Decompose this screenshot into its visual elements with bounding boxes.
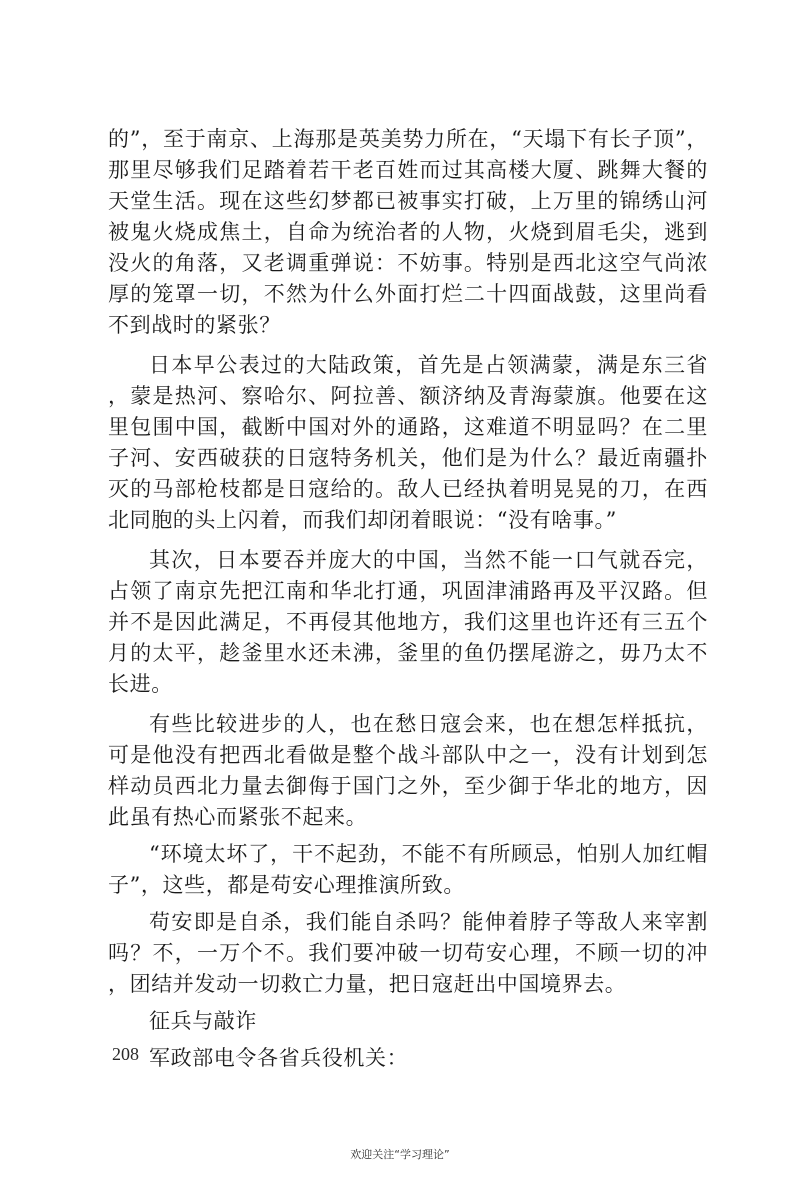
paragraph-5: “环境太坏了，干不起劲，不能不有所顾忌，怕别人加红帽子”，这些，都是苟安心理推演所致。 [108, 842, 708, 897]
paragraph-7: 军政部电令各省兵役机关： [149, 1046, 409, 1070]
page-body [108, 118, 708, 1074]
page-number: 208 [112, 1044, 139, 1064]
footer-note: 欢迎关注“学习理论” [350, 1148, 450, 1161]
paragraph-4: 有些比较进步的人，也在愁日寇会来，也在想怎样抵抗，可是他没有把西北看做是整个战斗部队中之一，没有计划到怎样动员西北力量去御侮于国门之外，至少御于华北的地方，因此虽有热心而紧张不起来。 [108, 712, 708, 829]
section-heading: 征兵与敲诈 [149, 1009, 257, 1033]
paragraph-1: 的”，至于南京、上海那是英美势力所在，“天塌下有长子顶”，那里尽够我们足踏着若干老百姓而过其高楼大厦、跳舞大餐的天堂生活。现在这些幻梦都已被事实打破，上万里的锦绣山河被鬼火烧成焦土，自命为统治者的人物，火烧到眉毛尖，逃到没火的角落，又老调重弹说：不妨事。特别是西北这空气尚浓厚的笼罩一切，不然为什么外面打烂二十四面战鼓，这里尚看不到战时的紧张？ [108, 127, 708, 337]
paragraph-2: 日本早公表过的大陆政策，首先是占领满蒙，满是东三省，蒙是热河、察哈尔、阿拉善、额济纳及青海蒙旗。他要在这里包围中国，截断中国对外的通路，这难道不明显吗？在二里子河、安西破获的日寇特务机关，他们是为什么？最近南疆扑灭的马部枪枝都是日寇给的。敌人已经执着明晃晃的刀，在西北同胞的头上闪着，而我们却闭着眼说：“没有啥事。” [108, 353, 708, 532]
paragraph-6: 苟安即是自杀，我们能自杀吗？能伸着脖子等敌人来宰割吗？不，一万个不。我们要冲破一切苟安心理，不顾一切的冲，团结并发动一切救亡力量，把日寇赶出中国境界去。 [108, 910, 708, 996]
paragraph-3: 其次，日本要吞并庞大的中国，当然不能一口气就吞完，占领了南京先把江南和华北打通，巩固津浦路再及平汉路。但并不是因此满足，不再侵其他地方，我们这里也许还有三五个月的太平，趁釜里水还未沸，釜里的鱼仍摆尾游之，毋乃太不长进。 [108, 548, 708, 696]
